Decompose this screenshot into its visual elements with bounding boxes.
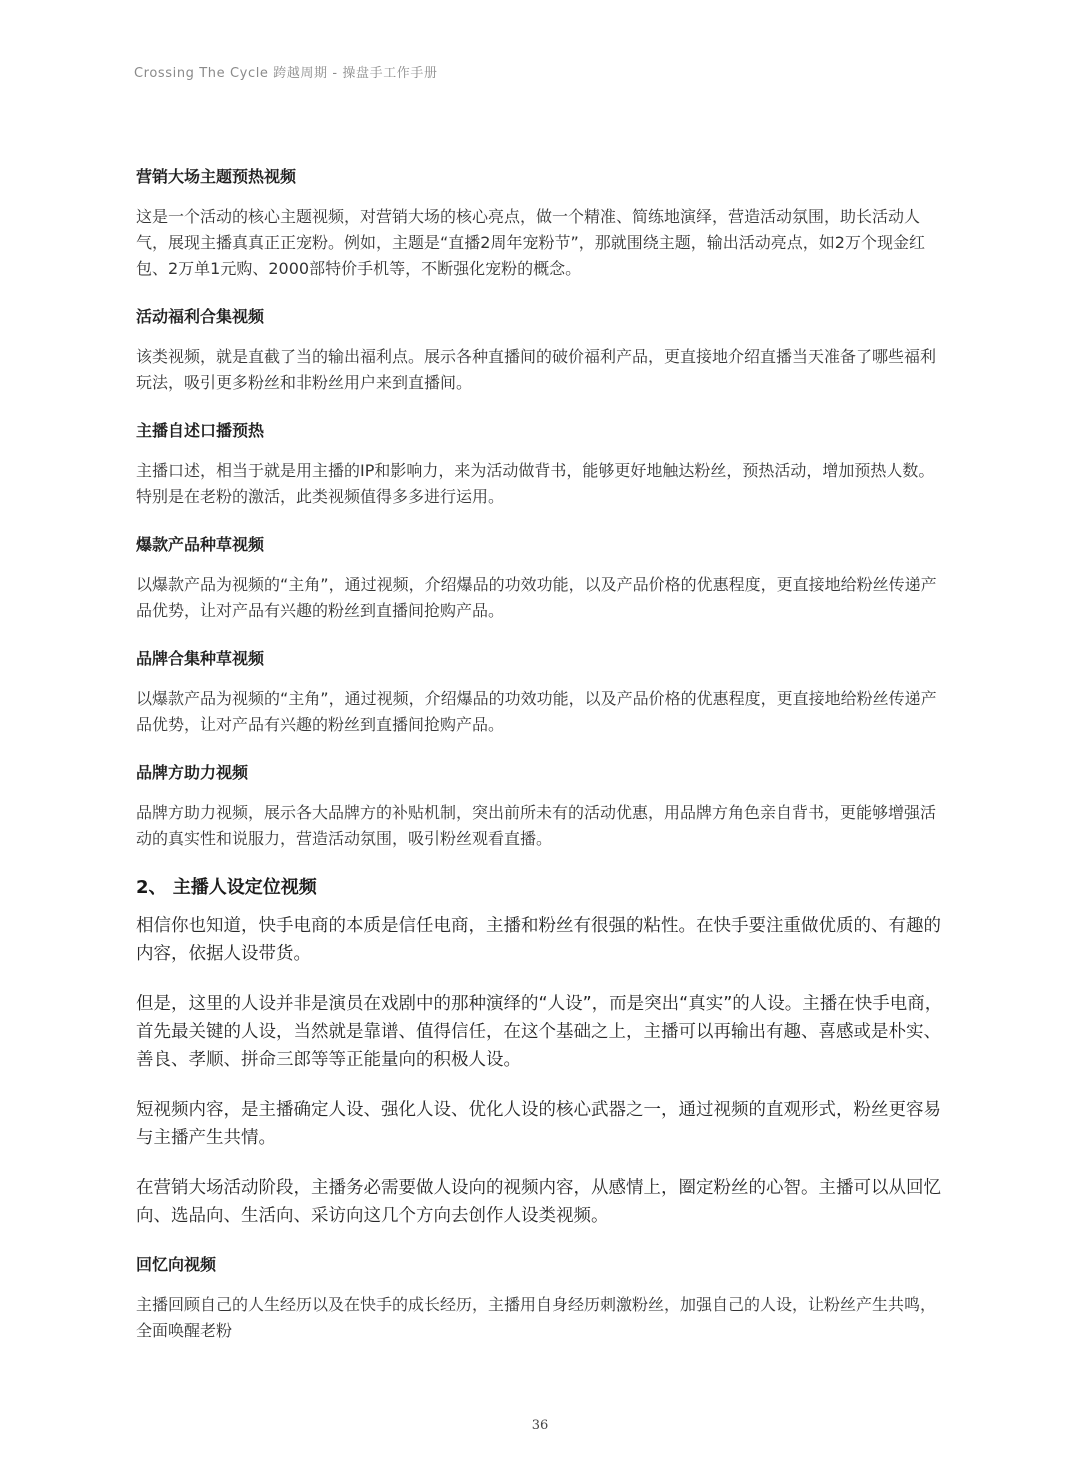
subsection-brand-support [136, 760, 946, 852]
subsection-body: 这是一个活动的核心主题视频，对营销大场的核心亮点，做一个精准、简练地演绎，营造活动氛围，助长活动人气，展现主播真真正正宠粉。例如，主题是“直播2周年宠粉节”，那就围绕主题，输出活动亮点，如2万个现金红包、2万单1元购、2000部特价手机等，不断强化宠粉的概念。 [136, 207, 925, 278]
subsection-marketing-theme-preheat [136, 164, 946, 282]
section-host-persona [136, 874, 946, 1230]
subsection-memory-video [136, 1252, 946, 1344]
subsection-heading: 品牌合集种草视频 [136, 649, 265, 668]
section-heading: 2、 主播人设定位视频 [136, 877, 317, 898]
subsection-body: 主播回顾自己的人生经历以及在快手的成长经历，主播用自身经历刺激粉丝，加强自己的人设，让粉丝产生共鸣，全面唤醒老粉 [136, 1295, 937, 1340]
section-paragraph: 短视频内容，是主播确定人设、强化人设、优化人设的核心武器之一，通过视频的直观形式，粉丝更容易与主播产生共情。 [136, 1100, 941, 1148]
subsection-heading: 营销大场主题预热视频 [136, 167, 297, 186]
subsection-hot-product [136, 532, 946, 624]
subsection-welfare-collection [136, 304, 946, 396]
subsection-body: 品牌方助力视频，展示各大品牌方的补贴机制，突出前所未有的活动优惠，用品牌方角色亲自背书，更能够增强活动的真实性和说服力，营造活动氛围，吸引粉丝观看直播。 [136, 803, 937, 848]
page-number: 36 [531, 1418, 549, 1433]
running-header: Crossing The Cycle 跨越周期 - 操盘手工作手册 [134, 66, 438, 81]
section-paragraph: 相信你也知道，快手电商的本质是信任电商，主播和粉丝有很强的粘性。在快手要注重做优质的、有趣的内容，依据人设带货。 [136, 916, 941, 964]
subsection-body: 以爆款产品为视频的“主角”，通过视频，介绍爆品的功效功能，以及产品价格的优惠程度，更直接地给粉丝传递产品优势，让对产品有兴趣的粉丝到直播间抢购产品。 [136, 575, 937, 620]
subsection-heading: 品牌方助力视频 [136, 763, 249, 782]
subsection-body: 该类视频，就是直截了当的输出福利点。展示各种直播间的破价福利产品，更直接地介绍直播当天准备了哪些福利玩法，吸引更多粉丝和非粉丝用户来到直播间。 [136, 347, 937, 392]
section-paragraph: 在营销大场活动阶段，主播务必需要做人设向的视频内容，从感情上，圈定粉丝的心智。主播可以从回忆向、选品向、生活向、采访向这几个方向去创作人设类视频。 [136, 1178, 941, 1226]
subsection-heading: 回忆向视频 [136, 1255, 217, 1274]
subsection-brand-collection [136, 646, 946, 738]
subsection-heading: 活动福利合集视频 [136, 307, 265, 326]
subsection-host-narration [136, 418, 946, 510]
subsection-body: 主播口述，相当于就是用主播的IP和影响力，来为活动做背书，能够更好地触达粉丝，预热活动，增加预热人数。特别是在老粉的激活，此类视频值得多多进行运用。 [136, 461, 935, 506]
subsection-body: 以爆款产品为视频的“主角”，通过视频，介绍爆品的功效功能，以及产品价格的优惠程度，更直接地给粉丝传递产品优势，让对产品有兴趣的粉丝到直播间抢购产品。 [136, 689, 937, 734]
page-content [136, 164, 946, 1366]
subsection-heading: 爆款产品种草视频 [136, 535, 265, 554]
section-paragraph: 但是，这里的人设并非是演员在戏剧中的那种演绎的“人设”，而是突出“真实”的人设。主播在快手电商，首先最关键的人设，当然就是靠谱、值得信任，在这个基础之上，主播可以再输出有趣、喜感或是朴实、善良、孝顺、拼命三郎等等正能量向的积极人设。 [136, 994, 943, 1070]
subsection-heading: 主播自述口播预热 [136, 421, 265, 440]
